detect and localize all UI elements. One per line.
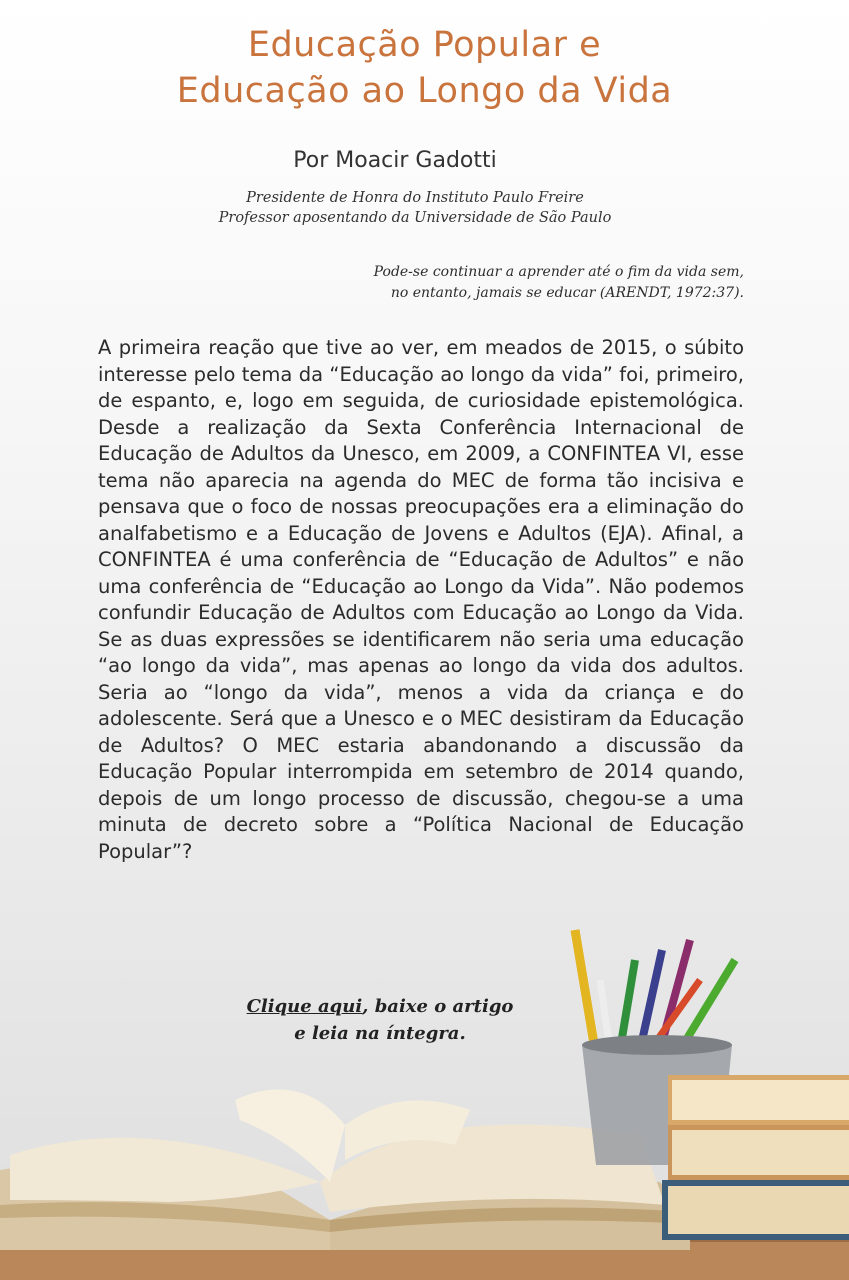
open-book-icon: [0, 1089, 690, 1250]
title-line-2: Educação ao Longo da Vida: [176, 71, 673, 111]
author-name: Por Moacir Gadotti: [293, 148, 497, 173]
epigraph: [374, 262, 744, 304]
download-call-to-action: [200, 993, 560, 1047]
stacked-books-icon: [662, 1075, 849, 1240]
cta-line-1: [200, 993, 560, 1020]
title-line-1: Educação Popular e: [247, 25, 602, 65]
page-title: [0, 22, 849, 114]
epigraph-line-2: no entanto, jamais se educar (ARENDT, 1972:37).: [390, 285, 744, 301]
author-affiliation: [0, 188, 830, 228]
books-and-pencils-illustration: [0, 920, 849, 1280]
epigraph-line-1: Pode-se continuar a aprender até o fim da vida sem,: [373, 264, 744, 280]
article-paragraph: A primeira reação que tive ao ver, em meados de 2015, o súbito interesse pelo tema da “Educação ao longo da vida” foi, primeiro, de espanto, e, logo em seguida, de curiosidade epistemológica. Desde a realização da Sexta Conferência Internacional de Educação de Adultos da Unesco, em 2009, a CONFINTEA VI, esse tema não aparecia na agenda do MEC de forma tão incisiva e pensava que o foco de nossas preocupações era a eliminação do analfabetismo e a Educação de Jovens e Adultos (EJA). Afinal, a CONFINTEA é uma conferência de “Educação de Adultos” e não uma conferência de “Educação ao Longo da Vida”. Não podemos confundir Educação de Adultos com Educação ao Longo da Vida. Se as duas expressões se identificarem não seria uma educação “ao longo da vida”, mas apenas ao longo da vida dos adultos. Seria ao “longo da vida”, menos a vida da criança e do adolescente. Será que a Unesco e o MEC desistiram da Educação de Adultos? O MEC estaria abandonando a discussão da Educação Popular interrompida em setembro de 2014 quando, depois de um longo processo de discussão, chegou-se a uma minuta de decreto sobre a “Política Nacional de Educação Popular”?: [98, 336, 744, 863]
affiliation-line-2: Professor aposentando da Universidade de São Paulo: [218, 210, 612, 226]
download-article-link[interactable]: Clique aqui: [246, 996, 363, 1017]
affiliation-line-1: Presidente de Honra do Instituto Paulo Freire: [246, 190, 584, 206]
cta-line-2: e leia na íntegra.: [294, 1023, 466, 1044]
cta-line-1-rest: , baixe o artigo: [362, 996, 514, 1017]
